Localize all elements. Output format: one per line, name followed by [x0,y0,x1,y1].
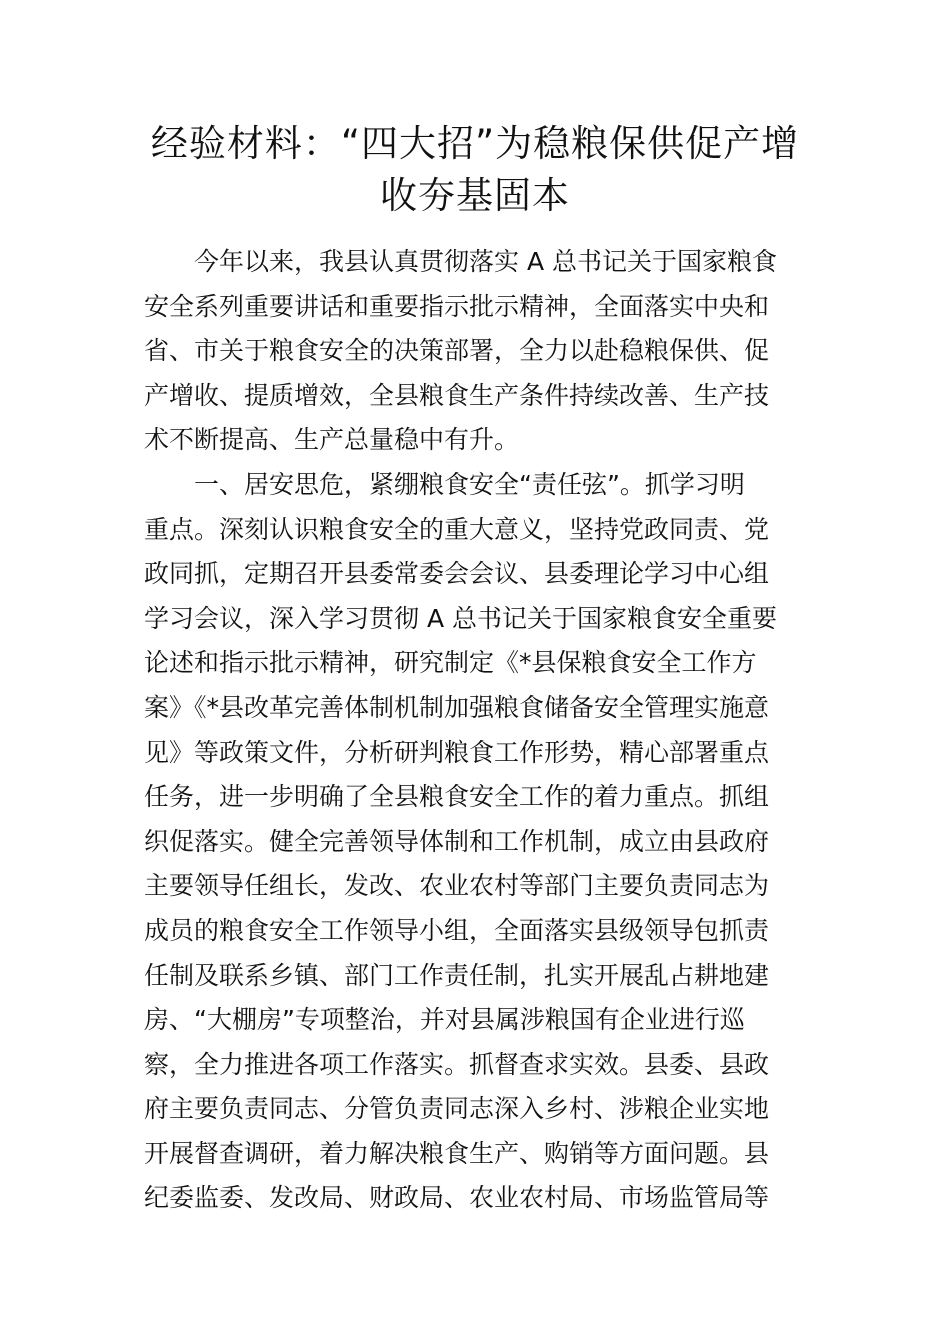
text-line: 主要领导任组长，发改、农业农村等部门主要负责同志为 [144,871,770,901]
text-line: 产增收、提质增效，全县粮食生产条件持续改善、生产技 [144,380,770,410]
document-body [144,240,804,1221]
text-line: 任务，进一步明确了全县粮食安全工作的着力重点。抓组 [144,782,770,812]
text-line: 术不断提高、生产总量稳中有升。 [144,425,520,455]
text-line: 任制及联系乡镇、部门工作责任制，扎实开展乱占耕地建 [144,960,770,990]
title-line-1: 经验材料：“四大招”为稳粮保供促产增 [150,122,800,165]
paragraph-section-one [144,463,804,1221]
text-line: 开展督查调研，着力解决粮食生产、购销等方面问题。县 [144,1138,770,1168]
paragraph-intro [144,240,804,463]
text-line: 织促落实。健全完善领导体制和工作机制，成立由县政府 [144,826,770,856]
title-line-2: 收夯基固本 [380,174,570,217]
text-line: 政同抓，定期召开县委常委会会议、县委理论学习中心组 [144,559,770,589]
text-line: 房、“大棚房”专项整治，并对县属涉粮国有企业进行巡 [144,1005,745,1035]
text-line: 一、居安思危，紧绷粮食安全“责任弦”。抓学习明 [194,469,745,499]
text-line: 学习会议，深入学习贯彻 A 总书记关于国家粮食安全重要 [144,603,777,633]
document-title [140,118,810,222]
text-line: 安全系列重要讲话和重要指示批示精神，全面落实中央和 [144,291,770,321]
text-line: 察，全力推进各项工作落实。抓督查求实效。县委、县政 [144,1049,770,1079]
text-line: 今年以来，我县认真贯彻落实 A 总书记关于国家粮食 [194,247,777,276]
text-line: 纪委监委、发改局、财政局、农业农村局、市场监管局等 [144,1183,770,1213]
text-line: 案》《*县改革完善体制机制加强粮食储备安全管理实施意 [144,692,770,722]
text-line: 重点。深刻认识粮食安全的重大意义，坚持党政同责、党 [144,514,770,544]
text-line: 省、市关于粮食安全的决策部署，全力以赴稳粮保供、促 [144,336,770,366]
text-line: 见》等政策文件，分析研判粮食工作形势，精心部署重点 [144,737,770,767]
text-line: 成员的粮食安全工作领导小组，全面落实县级领导包抓责 [144,915,770,945]
text-line: 论述和指示批示精神，研究制定《*县保粮食安全工作方 [144,648,757,678]
text-line: 府主要负责同志、分管负责同志深入乡村、涉粮企业实地 [144,1094,770,1124]
